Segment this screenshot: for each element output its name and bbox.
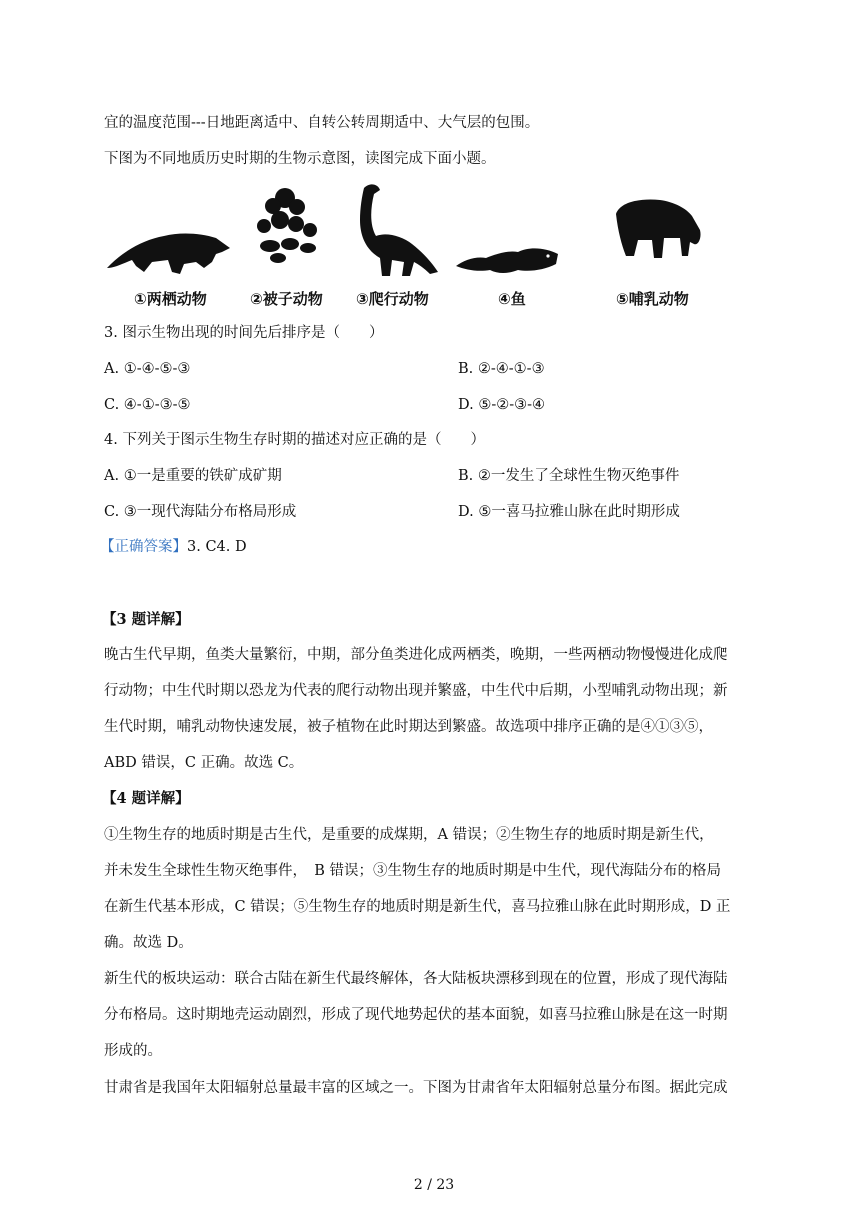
page-total: 23 <box>436 1177 455 1193</box>
answer-line <box>100 537 247 557</box>
explanation-3-line: 生代时期，哺乳动物快速发展，被子植物在此时期达到繁盛。故选项中排序正确的是④①③⑤， <box>104 719 713 735</box>
question-3-option-a: A. ①-④-⑤-③ <box>104 361 191 377</box>
figure-caption: ③爬行动物 <box>356 290 429 308</box>
mammal-icon <box>608 180 720 280</box>
figure-caption: ①两栖动物 <box>134 290 207 308</box>
angiosperm-icon <box>240 180 330 270</box>
explanation-4-line: 并未发生全球性生物灭绝事件， B 错误；③生物生存的地质时期是中生代，现代海陆分布的格局 <box>104 863 722 879</box>
question-3-stem: 3. 图示生物出现的时间先后排序是（ ） <box>104 325 384 341</box>
explanation-4-line: 在新生代基本形成，C 错误；⑤生物生存的地质时期是新生代，喜马拉雅山脉在此时期形成，D 正 <box>104 899 731 915</box>
explanation-3-line: 晚古生代早期，鱼类大量繁衍，中期，部分鱼类进化成两栖类，晚期，一些两栖动物慢慢进化成爬 <box>104 647 728 663</box>
explanation-4-line: ①生物生存的地质时期是古生代，是重要的成煤期，A 错误；②生物生存的地质时期是新生代， <box>104 827 714 843</box>
fish-icon <box>452 180 562 280</box>
answer-text: 3. C4. D <box>187 539 247 555</box>
mammal-item <box>608 180 720 315</box>
fish-item <box>452 180 562 315</box>
explanation-4-title: 【4 题详解】 <box>102 790 190 807</box>
figure-caption: ④鱼 <box>498 290 526 308</box>
explanation-3-line: 行动物；中生代时期以恐龙为代表的爬行动物出现并繁盛，中生代中后期，小型哺乳动物出现；新 <box>104 683 728 699</box>
intro-line-1: 宜的温度范围---日地距离适中、自转公转周期适中、大气层的包围。 <box>104 115 540 131</box>
extra-line: 分布格局。这时期地壳运动剧烈，形成了现代地势起伏的基本面貌，如喜马拉雅山脉是在这一时期 <box>104 1007 728 1023</box>
question-4-option-d: D. ⑤一喜马拉雅山脉在此时期形成 <box>458 504 680 520</box>
question-4-stem: 4. 下列关于图示生物生存时期的描述对应正确的是（ ） <box>104 432 485 448</box>
organism-figure <box>100 180 720 315</box>
question-4-option-c: C. ③一现代海陆分布格局形成 <box>104 504 297 520</box>
angiosperm-item <box>240 180 330 315</box>
answer-tag: 【正确答案】 <box>100 539 187 555</box>
question-4-option-b: B. ②一发生了全球性生物灭绝事件 <box>458 468 680 484</box>
next-question-intro: 甘肃省是我国年太阳辐射总量最丰富的区域之一。下图为甘肃省年太阳辐射总量分布图。据此完成 <box>104 1080 728 1096</box>
extra-line: 新生代的板块运动：联合古陆在新生代最终解体，各大陆板块漂移到现在的位置，形成了现代海陆 <box>104 971 728 987</box>
question-4-option-a: A. ①一是重要的铁矿成矿期 <box>104 468 282 484</box>
explanation-3-line: ABD 错误，C 正确。故选 C。 <box>104 755 304 771</box>
explanation-3-title: 【3 题详解】 <box>102 611 190 628</box>
amphibian-item <box>104 180 234 315</box>
explanation-4-line: 确。故选 D。 <box>104 935 193 951</box>
figure-caption: ⑤哺乳动物 <box>616 290 689 308</box>
figure-caption: ②被子动物 <box>250 290 323 308</box>
intro-line-2: 下图为不同地质历史时期的生物示意图，读图完成下面小题。 <box>104 151 496 167</box>
extra-line: 形成的。 <box>104 1043 162 1059</box>
reptile-item <box>350 180 450 315</box>
question-3-option-d: D. ⑤-②-③-④ <box>458 397 546 413</box>
page-separator: / <box>427 1177 432 1193</box>
reptile-icon <box>350 180 450 280</box>
page-indicator <box>0 1177 868 1193</box>
question-3-option-c: C. ④-①-③-⑤ <box>104 397 191 413</box>
question-3-option-b: B. ②-④-①-③ <box>458 361 545 377</box>
page-number: 2 <box>413 1177 423 1193</box>
amphibian-icon <box>104 180 234 280</box>
